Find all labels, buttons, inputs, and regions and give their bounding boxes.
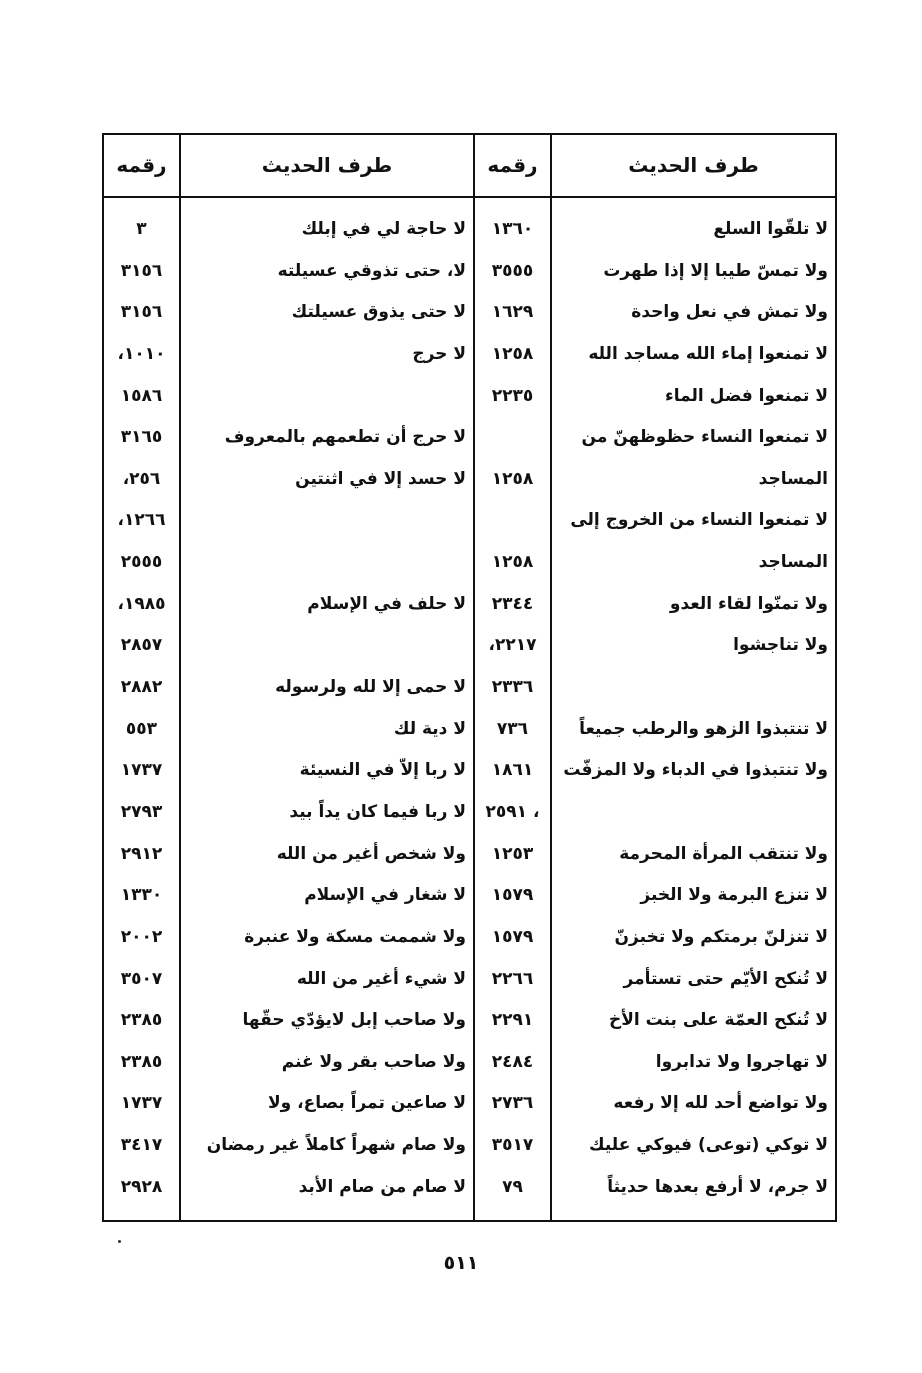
header-number-left: رقمه [116, 153, 167, 177]
hadith-number-left: ٣٤١٧ [120, 1135, 163, 1156]
table-row [104, 459, 835, 501]
stray-mark [118, 1240, 121, 1243]
hadith-number-left: ١٧٣٧ [120, 1093, 163, 1114]
hadith-number-right [475, 417, 550, 459]
hadith-number-right: ٧٣٦ [496, 718, 529, 739]
hadith-text-left [188, 376, 466, 418]
table-row [104, 709, 835, 751]
hadith-number-left: ٣١٥٦ [120, 302, 163, 323]
hadith-text-right: المساجد [758, 468, 828, 489]
hadith-number-left: ١٩٨٥، [117, 593, 166, 614]
hadith-text-right [560, 667, 828, 709]
hadith-number-left: ٢٥٦، [122, 468, 161, 489]
hadith-number-left: ٣١٥٦ [120, 260, 163, 281]
hadith-text-left: لا حرج [412, 343, 466, 364]
hadith-text-left: لا حسد إلا في اثنتين [295, 468, 466, 489]
table-row [104, 1125, 835, 1167]
table-row [104, 542, 835, 584]
hadith-number-left: ٢٩١٢ [120, 843, 163, 864]
hadith-text-left: لا شغار في الإسلام [304, 885, 466, 906]
hadith-text-right: لا تهاجروا ولا تدابروا [655, 1051, 828, 1072]
hadith-text-right: لا توكي (توعى) فيوكي عليك [589, 1135, 828, 1156]
hadith-number-left: ٢٠٠٢ [120, 926, 163, 947]
hadith-number-left: ٢٣٨٥ [120, 1051, 163, 1072]
table-row [104, 834, 835, 876]
hadith-number-right: ١٥٧٩ [491, 926, 534, 947]
hadith-text-right: لا تمنعوا النساء حظوظهنّ من [581, 427, 828, 448]
hadith-text-left: لا حرج أن تطعمهم بالمعروف [224, 427, 466, 448]
hadith-text-right [560, 792, 828, 834]
hadith-number-right: ٢٢٩١ [491, 1010, 534, 1031]
hadith-number-left: ١٠١٠، [117, 343, 166, 364]
index-table [102, 133, 837, 1222]
table-row [104, 1083, 835, 1125]
hadith-text-right: لا تمنعوا النساء من الخروج إلى [570, 510, 828, 531]
hadith-number-right: ٢٧٣٦ [491, 1093, 534, 1114]
header-hadith-left: طرف الحديث [261, 153, 393, 177]
table-row [104, 625, 835, 667]
hadith-text-left: لا صاعين تمراً بصاع، ولا [268, 1093, 466, 1114]
hadith-number-right: ١٦٢٩ [491, 302, 534, 323]
hadith-text-right: لا تلقّوا السلع [713, 219, 828, 239]
hadith-text-right: ولا تنتقب المرأة المحرمة [619, 843, 828, 864]
table-row [104, 1000, 835, 1042]
hadith-text-left: لا دية لك [393, 718, 466, 739]
hadith-number-left: ٢٧٩٣ [120, 801, 163, 822]
hadith-text-left: لا حمى إلا لله ولرسوله [275, 677, 466, 698]
hadith-number-right: ٣٥١٧ [491, 1135, 534, 1156]
table-row [104, 875, 835, 917]
header-number-right: رقمه [487, 153, 538, 177]
hadith-number-right [475, 500, 550, 542]
hadith-text-right: ولا تنتبذوا في الدباء ولا المزفّت [563, 760, 828, 781]
hadith-number-right: ١٨٦١ [491, 760, 534, 781]
hadith-number-left: ١٥٨٦ [120, 385, 163, 406]
hadith-text-right: لا تنتبذوا الزهو والرطب جميعاً [579, 718, 828, 739]
hadith-text-right: لا تمنعوا إماء الله مساجد الله [588, 343, 828, 364]
table-row [104, 292, 835, 334]
table-row [104, 500, 835, 542]
hadith-number-left: ٣١٦٥ [120, 427, 163, 448]
hadith-number-right: ٢٢٦٦ [491, 968, 534, 989]
header-divider [104, 196, 835, 198]
hadith-text-left [188, 625, 466, 667]
hadith-number-left: ٢٨٨٢ [120, 677, 163, 698]
hadith-text-left [188, 500, 466, 542]
hadith-text-right: لا تُنكح العمّة على بنت الأخ [608, 1010, 828, 1031]
table-row [104, 376, 835, 418]
hadith-number-right: ٢٢١٧، [488, 635, 537, 656]
table-row [104, 334, 835, 376]
hadith-number-left: ١٧٣٧ [120, 760, 163, 781]
hadith-text-right: ولا تمنّوا لقاء العدو [669, 593, 828, 614]
hadith-text-left: ولا شممت مسكة ولا عنبرة [244, 926, 466, 947]
hadith-text-left: ولا شخص أغير من الله [276, 843, 466, 864]
hadith-text-left: لا صام من صام الأبد [298, 1176, 466, 1197]
hadith-number-right: ٣٥٥٥ [491, 260, 534, 281]
hadith-text-right: ولا تناجشوا [733, 635, 828, 656]
table-row [104, 1167, 835, 1209]
hadith-text-left: ولا صاحب إبل لايؤدّي حقّها [242, 1010, 466, 1031]
table-row [104, 792, 835, 834]
hadith-text-left: لا ربا إلاّ في النسيئة [299, 760, 466, 781]
hadith-text-left: لا حتى يذوق عسيلتك [291, 302, 466, 323]
hadith-number-left: ١٢٦٦، [117, 510, 166, 531]
hadith-number-right: ٢٣٤٤ [491, 593, 534, 614]
header-hadith-right: طرف الحديث [628, 153, 759, 177]
hadith-text-left: ولا صام شهراً كاملاً غير رمضان [206, 1135, 466, 1156]
table-row [104, 667, 835, 709]
hadith-number-right: ١٣٦٠ [491, 219, 534, 239]
hadith-number-left: ٢٥٥٥ [120, 552, 163, 573]
hadith-text-right: ولا تواضع أحد لله إلا رفعه [613, 1093, 828, 1114]
hadith-text-right: لا تُنكح الأيّم حتى تستأمر [623, 968, 828, 989]
hadith-number-right: ٧٩ [502, 1176, 523, 1197]
hadith-text-right: المساجد [758, 552, 828, 573]
table-row [104, 959, 835, 1001]
hadith-text-left: لا حلف في الإسلام [307, 593, 466, 614]
hadith-text-left [188, 542, 466, 584]
hadith-text-right: لا تمنعوا فضل الماء [665, 385, 828, 406]
hadith-text-right: لا تنزع البرمة ولا الخبز [640, 885, 828, 906]
hadith-number-right: ١٢٥٨ [491, 468, 534, 489]
hadith-number-right: ٢٢٣٥ [491, 385, 534, 406]
hadith-number-right: ٢٣٣٦ [491, 677, 534, 698]
hadith-text-left: لا، حتى تذوقي عسيلته [277, 260, 466, 281]
hadith-text-right: ولا تمش في نعل واحدة [631, 302, 828, 323]
hadith-text-right: لا جرم، لا أرفع بعدها حديثاً [607, 1176, 828, 1197]
table-row [104, 1042, 835, 1084]
hadith-number-right: ١٢٥٨ [491, 552, 534, 573]
table-row [104, 251, 835, 293]
hadith-number-right: ٢٤٨٤ [491, 1051, 534, 1072]
hadith-text-left: لا حاجة لي في إبلك [301, 219, 466, 239]
hadith-number-right: ، ٢٥٩١ [485, 801, 540, 822]
hadith-number-left: ٣ [136, 219, 147, 239]
hadith-text-right: ولا تمسّ طيبا إلا إذا طهرت [603, 260, 828, 281]
table-row [104, 917, 835, 959]
hadith-number-left: ١٣٣٠ [120, 885, 163, 906]
hadith-number-left: ٢٩٢٨ [120, 1176, 163, 1197]
table-row [104, 417, 835, 459]
hadith-text-left: ولا صاحب بقر ولا غنم [281, 1051, 466, 1072]
table-row [104, 584, 835, 626]
table-row [104, 209, 835, 251]
hadith-number-left: ٢٣٨٥ [120, 1010, 163, 1031]
page-number: ٥١١ [443, 1252, 479, 1274]
hadith-number-left: ٢٨٥٧ [120, 635, 163, 656]
hadith-number-left: ٥٥٣ [125, 718, 158, 739]
table-row [104, 750, 835, 792]
hadith-number-right: ١٢٥٨ [491, 343, 534, 364]
hadith-text-left: لا شيء أغير من الله [296, 968, 466, 989]
table-body [104, 209, 835, 1208]
hadith-text-right: لا تنزلنّ برمتكم ولا تخبزنّ [614, 926, 828, 947]
hadith-number-left: ٣٥٠٧ [120, 968, 163, 989]
hadith-text-left: لا ربا فيما كان يداً بيد [289, 801, 466, 822]
hadith-number-right: ١٢٥٣ [491, 843, 534, 864]
hadith-number-right: ١٥٧٩ [491, 885, 534, 906]
